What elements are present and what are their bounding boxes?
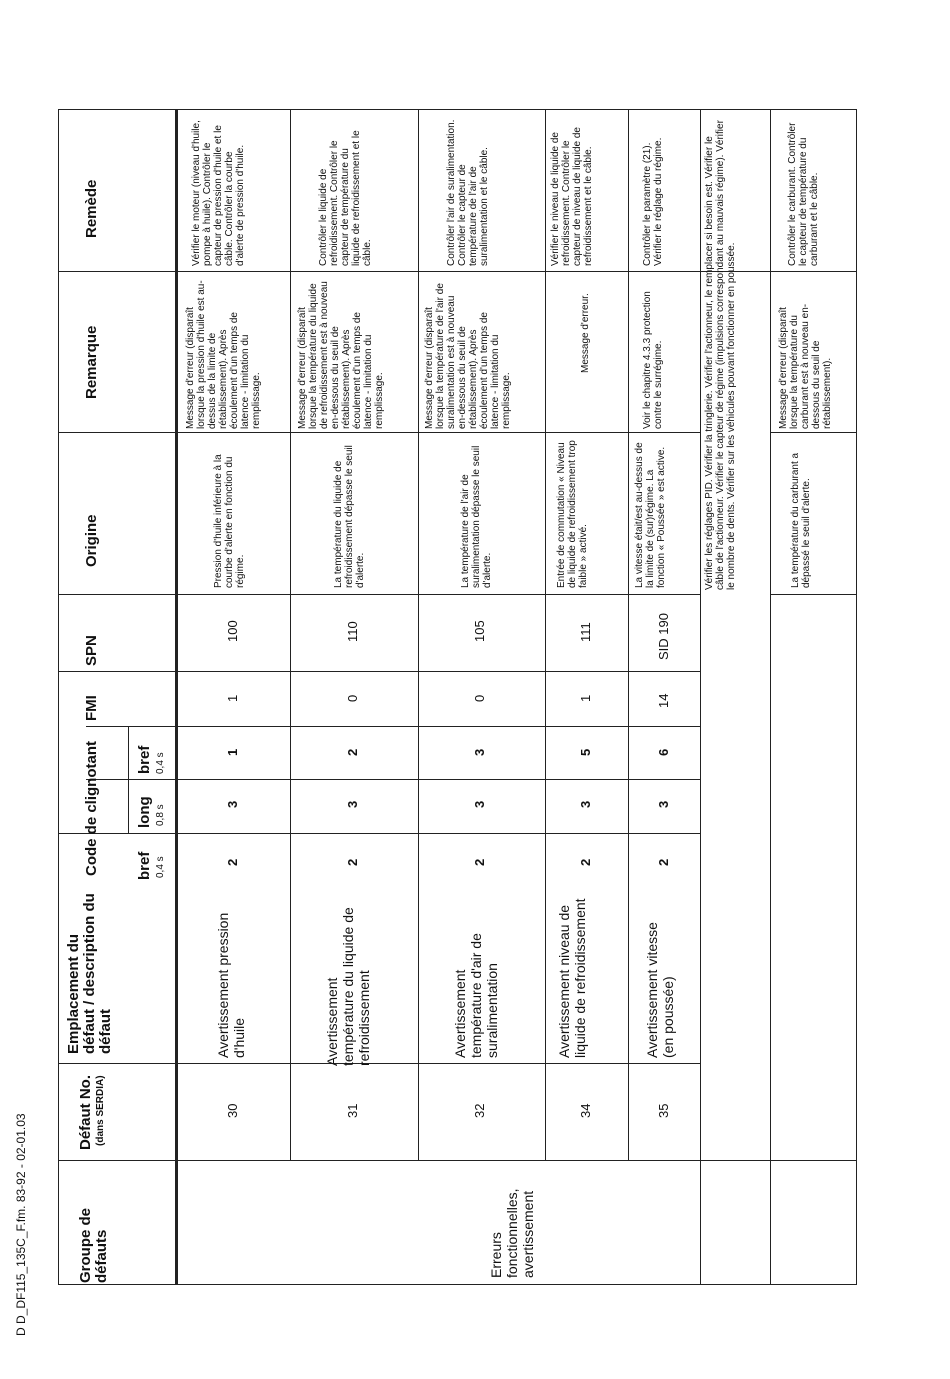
header-blink-short-1: bref: [136, 851, 153, 880]
defect-description: Avertissement température d'air de suralimentation: [452, 933, 500, 1058]
blink-short-2: 3: [472, 748, 487, 756]
remark-text: Message d'erreur (disparaît lorsque la température du carburant est à nouveau en-dessous du seuil de rétablissement).: [778, 303, 833, 429]
header-blink-long: long: [136, 796, 153, 828]
defect-no: 32: [472, 1103, 487, 1118]
merged-note: Vérifier les réglages PID. Vérifier la tringlerie. Vérifier l'actionneur, le remplacer si besoin est. Vérifier le câble de l'actionneur. Vérifier le capteur de régime (impulsions correspondant au mauvais régime). Vérifier le nombre de dents. Vérifier sur les véhicules pouvant fonctionner en poussée.: [704, 120, 737, 590]
group-label: Erreurs fonctionnelles, avertissement: [488, 1188, 536, 1278]
header-dur-short-1: 0,4 s: [155, 856, 166, 878]
blink-long: 3: [345, 800, 360, 808]
fmi-value: 14: [656, 693, 671, 708]
origin-text: Entrée de commutation « Niveau de liquide de refroidissement trop faible » activé.: [556, 440, 589, 588]
header-defect-no-sub: (dans SERDIA): [95, 1075, 106, 1146]
header-defect-no: Défaut No.: [77, 1075, 94, 1150]
defect-no: 34: [578, 1103, 593, 1118]
remark-text: Message d'erreur (disparaît lorsque la température de l'air de suralimentation est à nouveau en-dessous du seuil de rétablissement). Après écoulement d'un temps de latence - limitation du remplissage.: [424, 283, 512, 429]
blink-short-1: 2: [578, 858, 593, 866]
blink-short-2: 2: [345, 748, 360, 756]
remedy-text: Contrôler le liquide de refroidissement. Contrôler le capteur de température du liquide de refroidissement et le câble.: [318, 130, 373, 266]
header-blink-code: Code de clignotant: [83, 741, 100, 876]
header-remedy: Remède: [83, 179, 100, 238]
remedy-text: Vérifier le niveau de liquide de refroidissement. Contrôler le capteur de niveau de liquide de refroidissement et le câble.: [550, 127, 594, 266]
defect-no: 30: [225, 1103, 240, 1118]
origin-text: La température du liquide de refroidissement dépasse le seuil d'alerte.: [333, 445, 366, 588]
remedy-text: Contrôler le paramètre (21). Vérifier le réglage du régime.: [642, 137, 664, 266]
blink-short-2: 1: [225, 748, 240, 756]
blink-long: 3: [578, 800, 593, 808]
spn-value: SID 190: [656, 613, 671, 660]
header-dur-short-2: 0,4 s: [155, 752, 166, 774]
remark-text: Message d'erreur (disparaît lorsque la température du liquide de refroidissement est à nouveau en-dessous du seuil de rétablissement). Après écoulement d'un temps de latence - limitation du remplissage.: [297, 281, 385, 429]
blink-short-1: 2: [656, 858, 671, 866]
defect-description: Avertissement vitesse (en poussée): [644, 922, 676, 1058]
blink-short-1: 2: [472, 858, 487, 866]
defect-no: 31: [345, 1103, 360, 1118]
defect-description: Avertissement température du liquide de refroidissement: [324, 907, 372, 1066]
header-location: Emplacement du défaut / description du défaut: [65, 893, 114, 1054]
origin-text: Pression d'huile inférieure à la courbe d'alerte en fonction du régime.: [213, 454, 246, 588]
blink-short-1: 2: [225, 858, 240, 866]
fmi-value: 1: [578, 694, 593, 702]
header-blink-short-2: bref: [136, 745, 153, 774]
blink-short-1: 2: [345, 858, 360, 866]
remark-text: Message d'erreur (disparaît lorsque la pression d'huile est au-dessus de la limite de rétablissement). Après écoulement d'un temps de latence - limitation du remplissage.: [185, 280, 262, 429]
header-fmi: FMI: [83, 695, 100, 721]
remark-text: Voir le chapitre 4.3.3 protection contre le surrégime.: [642, 291, 664, 429]
header-group: Groupe de défauts: [77, 1207, 110, 1283]
defect-no: 35: [656, 1103, 671, 1118]
spn-value: 110: [345, 621, 360, 642]
header-spn: SPN: [83, 635, 100, 666]
fmi-value: 0: [345, 694, 360, 702]
fmi-value: 0: [472, 694, 487, 702]
fmi-value: 1: [225, 694, 240, 702]
blink-long: 3: [656, 800, 671, 808]
origin-text: La température du carburant a dépassé le seuil d'alerte.: [790, 452, 812, 588]
remedy-text: Vérifier le moteur (niveau d'huile, pompe à huile). Contrôler le capteur de pression d'huile et le câble. Contrôler la courbe d'alerte de pression d'huile.: [191, 120, 246, 266]
defect-description: Avertissement pression d'huile: [215, 912, 247, 1058]
defect-description: Avertissement niveau de liquide de refroidissement: [556, 898, 588, 1058]
header-dur-long: 0,8 s: [155, 804, 166, 826]
spn-value: 105: [472, 620, 487, 642]
remedy-text: Contrôler l'air de suralimentation. Contrôler le capteur de température de l'air de suralimentation et le câble.: [446, 119, 490, 266]
spn-value: 111: [578, 622, 593, 642]
remark-text: Message d'erreur.: [580, 293, 591, 373]
header-remark: Remarque: [83, 325, 100, 399]
origin-text: La température de l'air de suralimentation dépasse le seuil d'alerte.: [460, 445, 493, 588]
spn-value: 100: [225, 620, 240, 642]
blink-short-2: 6: [656, 748, 671, 756]
blink-short-2: 5: [578, 748, 593, 756]
header-origin: Origine: [83, 514, 100, 567]
remedy-text: Contrôler le carburant. Contrôler le capteur de température du carburant et le câble.: [787, 122, 820, 266]
blink-long: 3: [472, 800, 487, 808]
blink-long: 3: [225, 800, 240, 808]
origin-text: La vitesse était/est au-dessus de la limite de (sur)régime. La fonction « Poussée » est active.: [634, 442, 667, 588]
document-id: D D_DF115_135C_F.fm. 83-92 - 02-01.03: [14, 1113, 28, 1336]
